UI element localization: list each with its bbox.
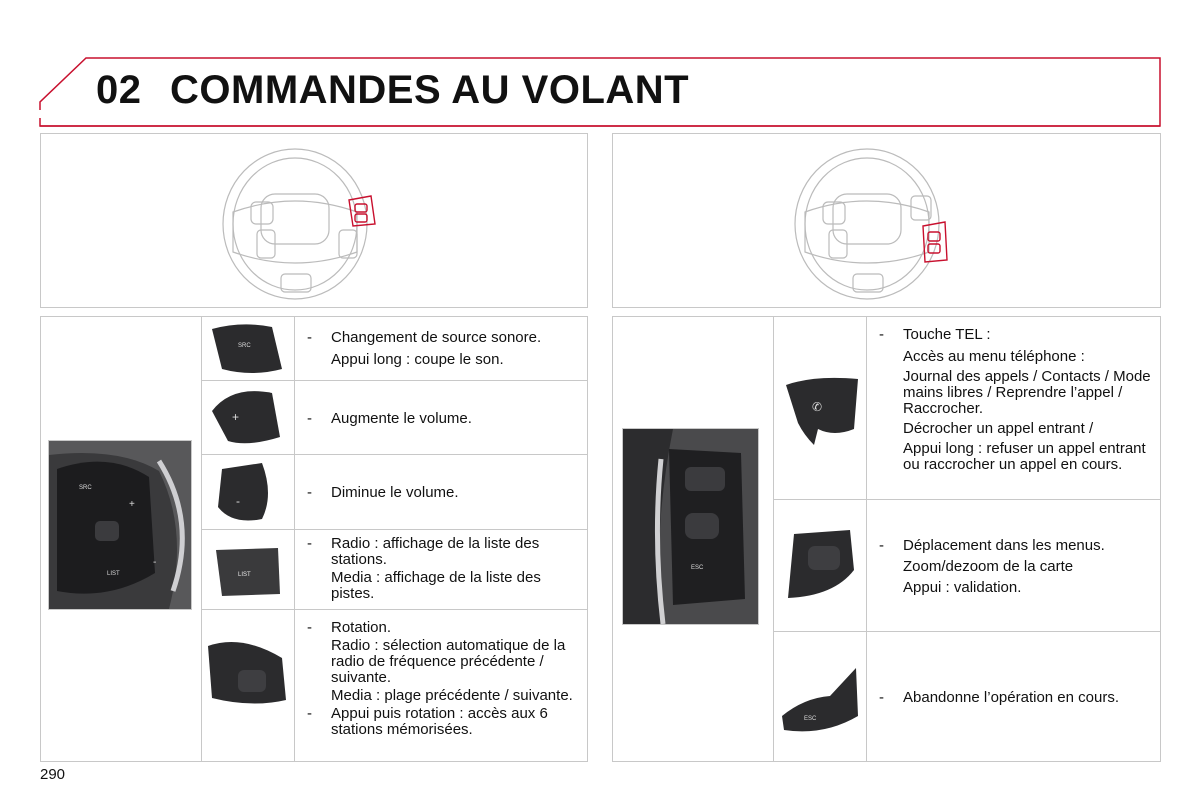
steering-wheel-panel-right bbox=[612, 133, 1161, 308]
control-row bbox=[773, 499, 1160, 631]
row-description bbox=[871, 690, 1156, 761]
page-title: COMMANDES AU VOLANT bbox=[170, 68, 690, 112]
photo-list-label: LIST bbox=[107, 571, 120, 577]
description-line: Media : affichage de la liste des pistes. bbox=[331, 569, 541, 602]
row-description bbox=[299, 536, 583, 609]
tel-button-image bbox=[773, 317, 867, 499]
page-number: 290 bbox=[40, 766, 66, 783]
description-line: Zoom/dezoom de la carte bbox=[903, 558, 1074, 575]
volume-down-button-image bbox=[201, 455, 295, 529]
volume-up-button-image bbox=[201, 381, 295, 454]
list-button-image bbox=[201, 530, 295, 609]
steering-wheel-illustration bbox=[613, 134, 1160, 307]
tel-icon: ✆ bbox=[812, 400, 823, 414]
left-controls-photo bbox=[48, 440, 192, 610]
description-line: - Radio : affichage de la liste des stations. bbox=[307, 535, 540, 568]
description-line: - Déplacement dans les menus. bbox=[879, 537, 1105, 554]
row-description bbox=[299, 620, 583, 761]
right-controls-table bbox=[612, 316, 1161, 762]
description-line: - Appui puis rotation : accès aux 6 stations mémorisées. bbox=[307, 705, 548, 738]
row-description bbox=[299, 330, 583, 380]
control-row bbox=[201, 454, 587, 529]
left-controls-table bbox=[40, 316, 588, 762]
svg-text:-: - bbox=[153, 557, 157, 568]
right-controls-photo bbox=[622, 428, 759, 625]
control-row bbox=[773, 631, 1160, 761]
navigation-wheel-image bbox=[773, 500, 867, 631]
src-button-image bbox=[201, 317, 295, 380]
control-row bbox=[201, 380, 587, 454]
description-line: Appui long : coupe le son. bbox=[331, 351, 504, 368]
description-line: - Touche TEL : bbox=[879, 326, 991, 343]
svg-text:+: + bbox=[129, 499, 135, 510]
steering-wheel-panel-left bbox=[40, 133, 588, 308]
control-row bbox=[773, 317, 1160, 499]
control-row bbox=[201, 529, 587, 609]
control-row bbox=[41, 317, 587, 380]
description-line: - Augmente le volume. bbox=[307, 410, 472, 427]
description-line: Journal des appels / Contacts / Mode mains libres / Reprendre l’appel / Raccrocher. bbox=[903, 368, 1151, 417]
list-button-label: LIST bbox=[238, 572, 251, 578]
row-description bbox=[299, 485, 583, 529]
description-line: - Rotation. bbox=[307, 619, 392, 636]
description-line: - Diminue le volume. bbox=[307, 484, 459, 501]
description-line: Media : plage précédente / suivante. bbox=[331, 687, 573, 704]
description-line: - Changement de source sonore. bbox=[307, 329, 542, 346]
thumbwheel-button-image bbox=[201, 610, 295, 761]
photo-esc-label: ESC bbox=[691, 565, 704, 571]
photo-src-label: SRC bbox=[79, 485, 92, 491]
src-button-label: SRC bbox=[238, 343, 251, 349]
row-description bbox=[871, 538, 1156, 631]
description-line: Accès au menu téléphone : bbox=[903, 348, 1085, 365]
row-description bbox=[299, 411, 583, 454]
description-line: Appui long : refuser un appel entrant ou raccrocher un appel en cours. bbox=[903, 440, 1146, 473]
description-line: Appui : validation. bbox=[903, 579, 1022, 596]
volume-up-label: + bbox=[232, 410, 240, 424]
esc-button-label: ESC bbox=[804, 716, 817, 722]
volume-down-label: - bbox=[236, 494, 240, 508]
row-description bbox=[871, 327, 1156, 499]
description-line: Radio : sélection automatique de la radio de fréquence précédente / suivante. bbox=[331, 637, 566, 686]
description-line: Décrocher un appel entrant / bbox=[903, 420, 1094, 437]
steering-wheel-illustration bbox=[41, 134, 587, 307]
chapter-number: 02 bbox=[96, 68, 142, 112]
control-row bbox=[201, 609, 587, 761]
esc-button-image bbox=[773, 632, 867, 761]
description-line: - Abandonne l’opération en cours. bbox=[879, 689, 1119, 706]
